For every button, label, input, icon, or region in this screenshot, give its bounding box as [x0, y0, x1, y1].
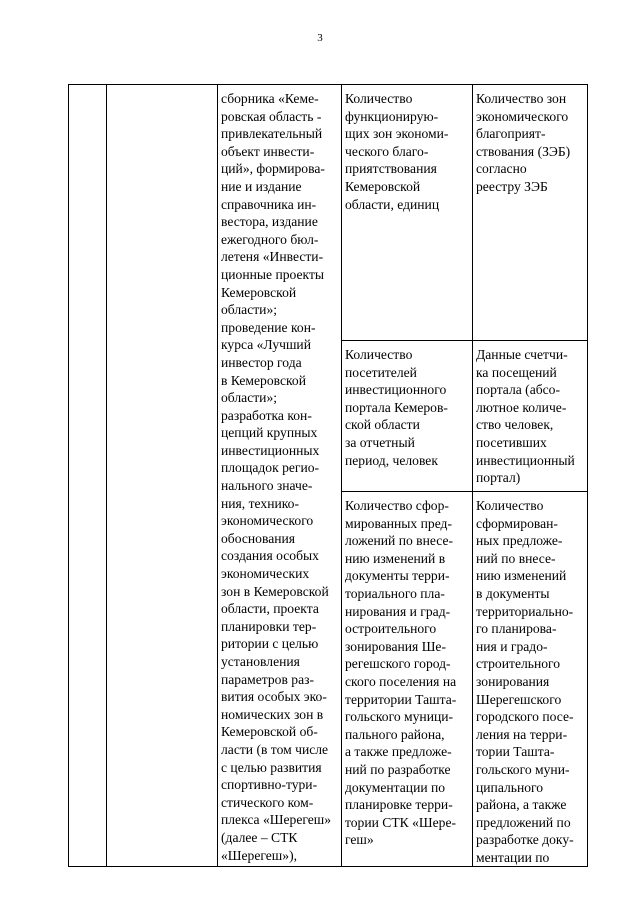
indicator-text: Количество посетителей инвестиционного портала Кемеров- ской области за отчетный период, человек: [345, 347, 448, 468]
task-cell: [107, 85, 218, 867]
indicator-cell: [342, 492, 473, 867]
number-cell: [69, 85, 107, 867]
indicator-text: Количество функционирую- щих зон экономи- ческого благо- приятствования Кемеровской области, единиц: [345, 91, 449, 212]
table-row: [69, 85, 588, 341]
method-text: Количество зон экономического благоприят- ствования (ЗЭБ) согласно реестру ЗЭБ: [476, 91, 571, 194]
measures-cell: [218, 85, 342, 867]
measures-text: сборника «Кеме- ровская область - привлекательный объект инвести- ций», формирова- ние и издание справочника ин- вестора, издание ежегодного бюл- летеня «Инвести- ционные проекты Кемеровской области»; проведение кон- курса «Лучший инвестор года в Кемеровской области»; разработка кон- цепций крупных инвестиционных площадок регио- нального значе- ния, технико- экономического обоснования создания особых экономических зон в Кемеровской области, проекта планировки тер- ритории с целью установления параметров раз- вития особых эко- номических зон в Кемеровской об- ласти (в том числе с целью развития спортивно-тури- стического ком- плекса «Шерегеш» (далее – СТК «Шерегеш»),: [221, 91, 332, 863]
method-cell: [473, 341, 588, 492]
method-text: Количество сформирован- ных предложе- ний по внесе- нию изменений в документы территориально- го планирова- ния и градо- строительного зонирования Шерегешского городского посе- ления на терри- тории Ташта- гольского муни- ципального района, а также предложений по разработке доку- ментации по: [476, 498, 574, 865]
indicator-text: Количество сфор- мированных пред- ложений по внесе- нию изменений в документы терри- ториального пла- нирования и град- остроительного зонирования Ше- регешского город- ского поселения на территории Ташта- гольского муници- пального района, а также предложе- ний по разработке документации по планировке терри- тории СТК «Шере- геш»: [345, 498, 457, 848]
method-cell: [473, 85, 588, 341]
indicator-cell: [342, 85, 473, 341]
method-text: Данные счетчи- ка посещений портала (абсо- лютное количе- ство человек, посетивших инвестиционный портал): [476, 347, 575, 486]
page-number: 3: [317, 32, 323, 44]
measures-table: [68, 84, 588, 867]
method-cell: [473, 492, 588, 867]
indicator-cell: [342, 341, 473, 492]
